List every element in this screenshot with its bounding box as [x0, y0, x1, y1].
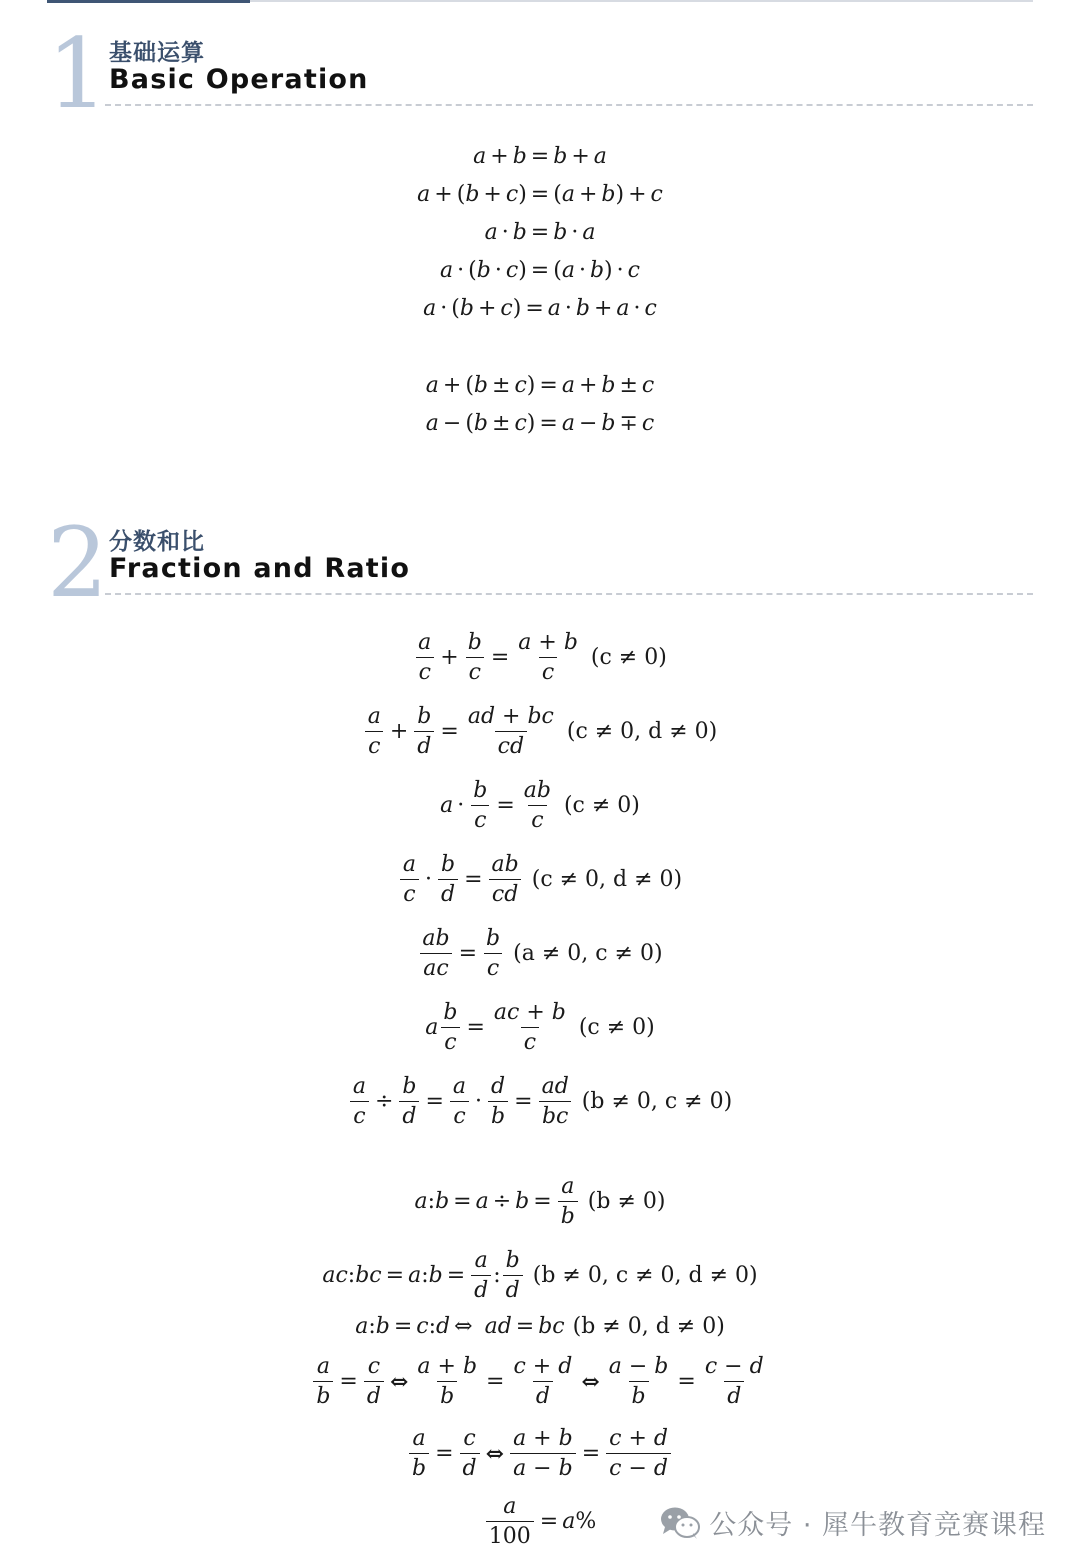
- section-1-title-cn: 基础运算: [109, 40, 205, 66]
- formula-distributive: a · ( b + c ) = a · b + a · c: [423, 296, 657, 321]
- condition-cd: (c ≠ 0, d ≠ 0): [531, 867, 683, 892]
- section-1-header: [47, 18, 1033, 130]
- wechat-icon: [659, 1505, 701, 1541]
- watermark: [659, 1503, 1046, 1542]
- formula-frac-add-diff-denominator: $\frac{a}{c}$ + $\frac{b}{d}$ = $\frac{ad + bc}{cd}$ (c ≠ 0, d ≠ 0): [0, 704, 1080, 759]
- watermark-text: 公众号 · 犀牛教育竞赛课程: [709, 1510, 1046, 1541]
- formula-ratio-simplify: ac : bc = a : b = $\frac{a}{d}$ : $\frac{b}{d}$ (b ≠ 0, c ≠ 0, d ≠ 0): [322, 1248, 758, 1303]
- section-2-title-en: Fraction and Ratio: [109, 553, 411, 584]
- condition-c: (c ≠ 0): [578, 1015, 655, 1040]
- condition-cd: (c ≠ 0, d ≠ 0): [566, 719, 718, 744]
- condition-c: (c ≠ 0): [590, 645, 667, 670]
- top-rule-accent: [47, 0, 250, 3]
- formula-frac-times-frac: $\frac{a}{c}$ · $\frac{b}{d}$ = $\frac{ab}{cd}$ (c ≠ 0, d ≠ 0): [0, 852, 1080, 907]
- condition-bd: (b ≠ 0, d ≠ 0): [572, 1314, 725, 1339]
- formula-sub-plusminus: a − ( b ± c ) = a − b ∓ c: [425, 411, 655, 436]
- formula-mul-associative: a · ( b · c ) = ( a · b ) · c: [440, 258, 640, 283]
- formula-add-associative: a + ( b + c ) = ( a + b ) + c: [417, 182, 663, 207]
- section-2-header: [47, 507, 1033, 619]
- formula-mixed-number: a $\frac{b}{c}$ = $\frac{ac + b}{c}$ (c ≠ 0): [425, 1000, 655, 1055]
- formula-ratio-definition: a : b = a ÷ b = $\frac{a}{b}$ (b ≠ 0): [414, 1174, 666, 1229]
- formula-percent: $\frac{a}{100}$ = a %: [0, 1494, 1080, 1549]
- section-1-divider: [105, 104, 1033, 106]
- condition-ac: (a ≠ 0, c ≠ 0): [513, 941, 663, 966]
- condition-c: (c ≠ 0): [563, 793, 640, 818]
- condition-bc: (b ≠ 0, c ≠ 0): [581, 1089, 733, 1114]
- section-1-title-en: Basic Operation: [109, 64, 369, 95]
- condition-bcd: (b ≠ 0, c ≠ 0, d ≠ 0): [532, 1263, 758, 1288]
- formula-componendo-dividendo: $\frac{a}{b}$ = $\frac{c}{d}$ ⇔ $\frac{a + b}{b}$ = $\frac{c + d}{d}$ ⇔ $\frac{a - b}{b}$ = $\frac{c - d}{d}$: [0, 1354, 1080, 1409]
- section-2-divider: [105, 593, 1033, 595]
- section-1-number: 1: [47, 18, 109, 130]
- section-2-title-cn: 分数和比: [109, 529, 205, 555]
- formula-frac-reduce: $\frac{ab}{ac}$ = $\frac{b}{c}$ (a ≠ 0, c ≠ 0): [0, 926, 1080, 981]
- formula-add-plusminus: a + ( b ± c ) = a + b ± c: [425, 373, 655, 398]
- condition-b: (b ≠ 0): [587, 1189, 666, 1214]
- formula-frac-divide: $\frac{a}{c}$ ÷ $\frac{b}{d}$ = $\frac{a}{c}$ · $\frac{d}{b}$ = $\frac{ad}{bc}$ (b ≠ 0, c ≠ 0): [0, 1074, 1080, 1129]
- formula-add-commutative: a + b = b + a: [473, 144, 607, 169]
- formula-mul-commutative: a · b = b · a: [484, 220, 596, 245]
- formula-componendo-and-dividendo: $\frac{a}{b}$ = $\frac{c}{d}$ ⇔ $\frac{a + b}{a - b}$ = $\frac{c + d}{c - d}$: [0, 1426, 1080, 1481]
- section-2-number: 2: [47, 507, 109, 619]
- formula-proportion: a : b = c : d ⇔ ad = bc (b ≠ 0, d ≠ 0): [355, 1314, 725, 1339]
- formula-int-times-frac: a · $\frac{b}{c}$ = $\frac{ab}{c}$ (c ≠ 0): [440, 778, 640, 833]
- top-rule: [47, 0, 1033, 2]
- formula-frac-add-same-denominator: $\frac{a}{c}$ + $\frac{b}{c}$ = $\frac{a + b}{c}$ (c ≠ 0): [0, 630, 1080, 685]
